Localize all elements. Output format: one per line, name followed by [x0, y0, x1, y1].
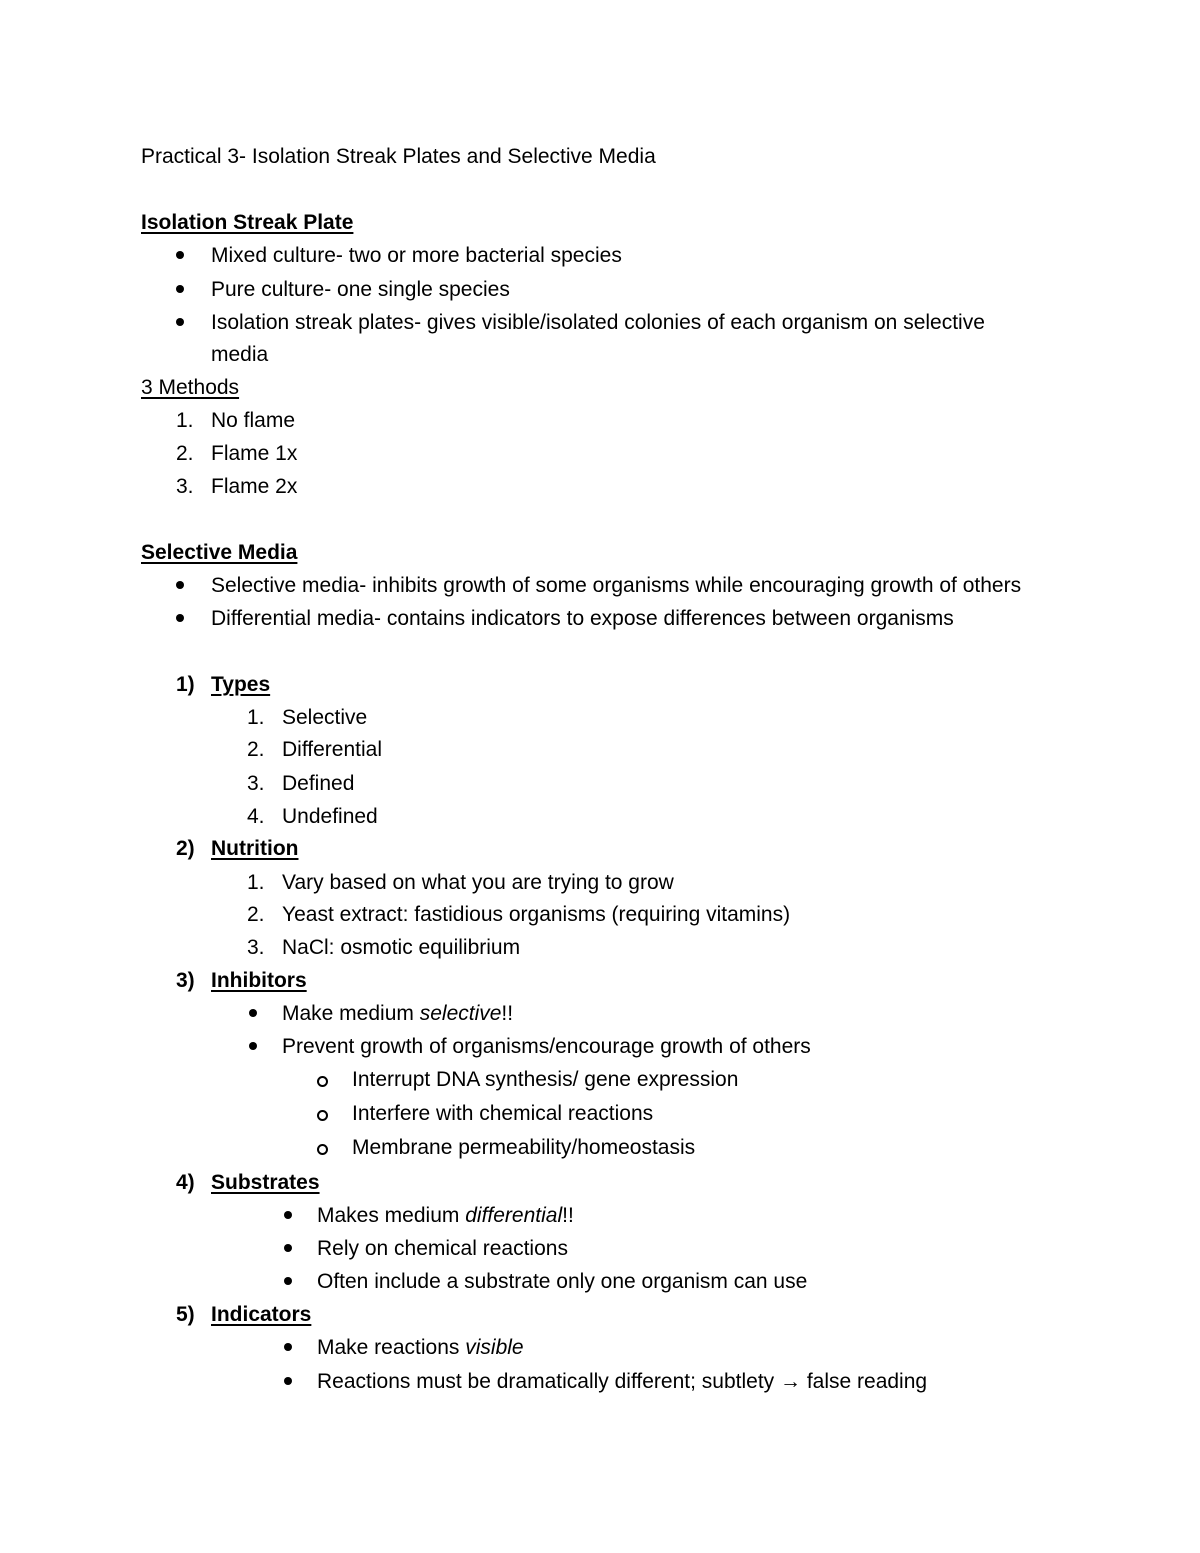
list-item: Yeast extract: fastidious organisms (requiring vitamins): [282, 903, 791, 926]
list-item: [317, 1335, 524, 1361]
list-number: 1.: [247, 871, 265, 894]
list-item: Differential media- contains indicators to expose differences between organisms: [211, 607, 954, 630]
list-number: 1): [176, 673, 195, 696]
bullet-icon: [176, 581, 184, 589]
list-item-text: Make medium: [282, 1002, 420, 1025]
list-item: Flame 2x: [211, 475, 298, 498]
section-heading-selective-media: Selective Media: [141, 541, 298, 564]
list-item-text: !!: [501, 1002, 514, 1025]
bullet-icon: [176, 318, 184, 326]
bullet-icon: [249, 1009, 257, 1017]
list-item: Flame 1x: [211, 442, 298, 465]
list-number: 5): [176, 1303, 195, 1326]
list-item: Often include a substrate only one organism can use: [317, 1270, 808, 1293]
list-number: 1.: [247, 706, 265, 729]
substrates-heading: Substrates: [211, 1171, 320, 1194]
bullet-icon: [284, 1211, 292, 1219]
right-arrow-icon: →: [780, 1370, 801, 1393]
list-number: 2.: [247, 738, 265, 761]
list-number: 3.: [176, 475, 194, 498]
list-item: Rely on chemical reactions: [317, 1237, 568, 1260]
list-item: NaCl: osmotic equilibrium: [282, 936, 521, 959]
list-item: Membrane permeability/homeostasis: [352, 1136, 696, 1159]
list-item: [317, 1369, 927, 1395]
bullet-icon: [284, 1343, 292, 1351]
list-number: 2): [176, 837, 195, 860]
list-item: Differential: [282, 738, 382, 761]
list-item: Undefined: [282, 805, 378, 828]
list-item: Isolation streak plates- gives visible/isolated colonies of each organism on selective: [211, 311, 985, 334]
list-item: Prevent growth of organisms/encourage growth of others: [282, 1035, 811, 1058]
bullet-icon: [176, 285, 184, 293]
bullet-icon: [284, 1377, 292, 1385]
list-item: No flame: [211, 409, 296, 432]
indicators-heading: Indicators: [211, 1303, 312, 1326]
list-item: Defined: [282, 772, 355, 795]
list-number: 3): [176, 969, 195, 992]
list-item: Vary based on what you are trying to grow: [282, 871, 674, 894]
hollow-bullet-icon: [317, 1110, 328, 1121]
list-item-text: !!: [562, 1204, 574, 1227]
list-item-text: Make reactions: [317, 1336, 466, 1359]
list-item-text: Makes medium: [317, 1204, 466, 1227]
list-item-continuation: media: [211, 343, 269, 366]
list-item: Mixed culture- two or more bacterial species: [211, 244, 622, 267]
emphasis-text: visible: [465, 1336, 524, 1359]
section-heading-isolation-streak-plate: Isolation Streak Plate: [141, 211, 354, 234]
list-number: 3.: [247, 936, 265, 959]
types-heading: Types: [211, 673, 271, 696]
list-item: Pure culture- one single species: [211, 278, 510, 301]
list-number: 2.: [247, 903, 265, 926]
bullet-icon: [176, 251, 184, 259]
list-item: Interrupt DNA synthesis/ gene expression: [352, 1068, 739, 1091]
hollow-bullet-icon: [317, 1076, 328, 1087]
list-item: [282, 1001, 513, 1027]
list-item: Selective media- inhibits growth of some organisms while encouraging growth of others: [211, 574, 1022, 597]
nutrition-heading: Nutrition: [211, 837, 299, 860]
list-item: Interfere with chemical reactions: [352, 1102, 654, 1125]
methods-heading: 3 Methods: [141, 376, 240, 399]
page-title: Practical 3- Isolation Streak Plates and Selective Media: [141, 145, 656, 168]
inhibitors-heading: Inhibitors: [211, 969, 307, 992]
list-number: 4): [176, 1171, 195, 1194]
hollow-bullet-icon: [317, 1144, 328, 1155]
emphasis-text: selective: [419, 1002, 502, 1025]
list-item-text: false reading: [801, 1370, 928, 1393]
bullet-icon: [284, 1244, 292, 1252]
emphasis-text: differential: [465, 1204, 563, 1227]
bullet-icon: [176, 614, 184, 622]
list-item-text: Reactions must be dramatically different; subtlety: [317, 1370, 780, 1393]
bullet-icon: [249, 1042, 257, 1050]
bullet-icon: [284, 1277, 292, 1285]
list-item: [317, 1203, 574, 1229]
list-number: 2.: [176, 442, 194, 465]
list-number: 1.: [176, 409, 194, 432]
list-number: 3.: [247, 772, 265, 795]
list-number: 4.: [247, 805, 265, 828]
list-item: Selective: [282, 706, 368, 729]
